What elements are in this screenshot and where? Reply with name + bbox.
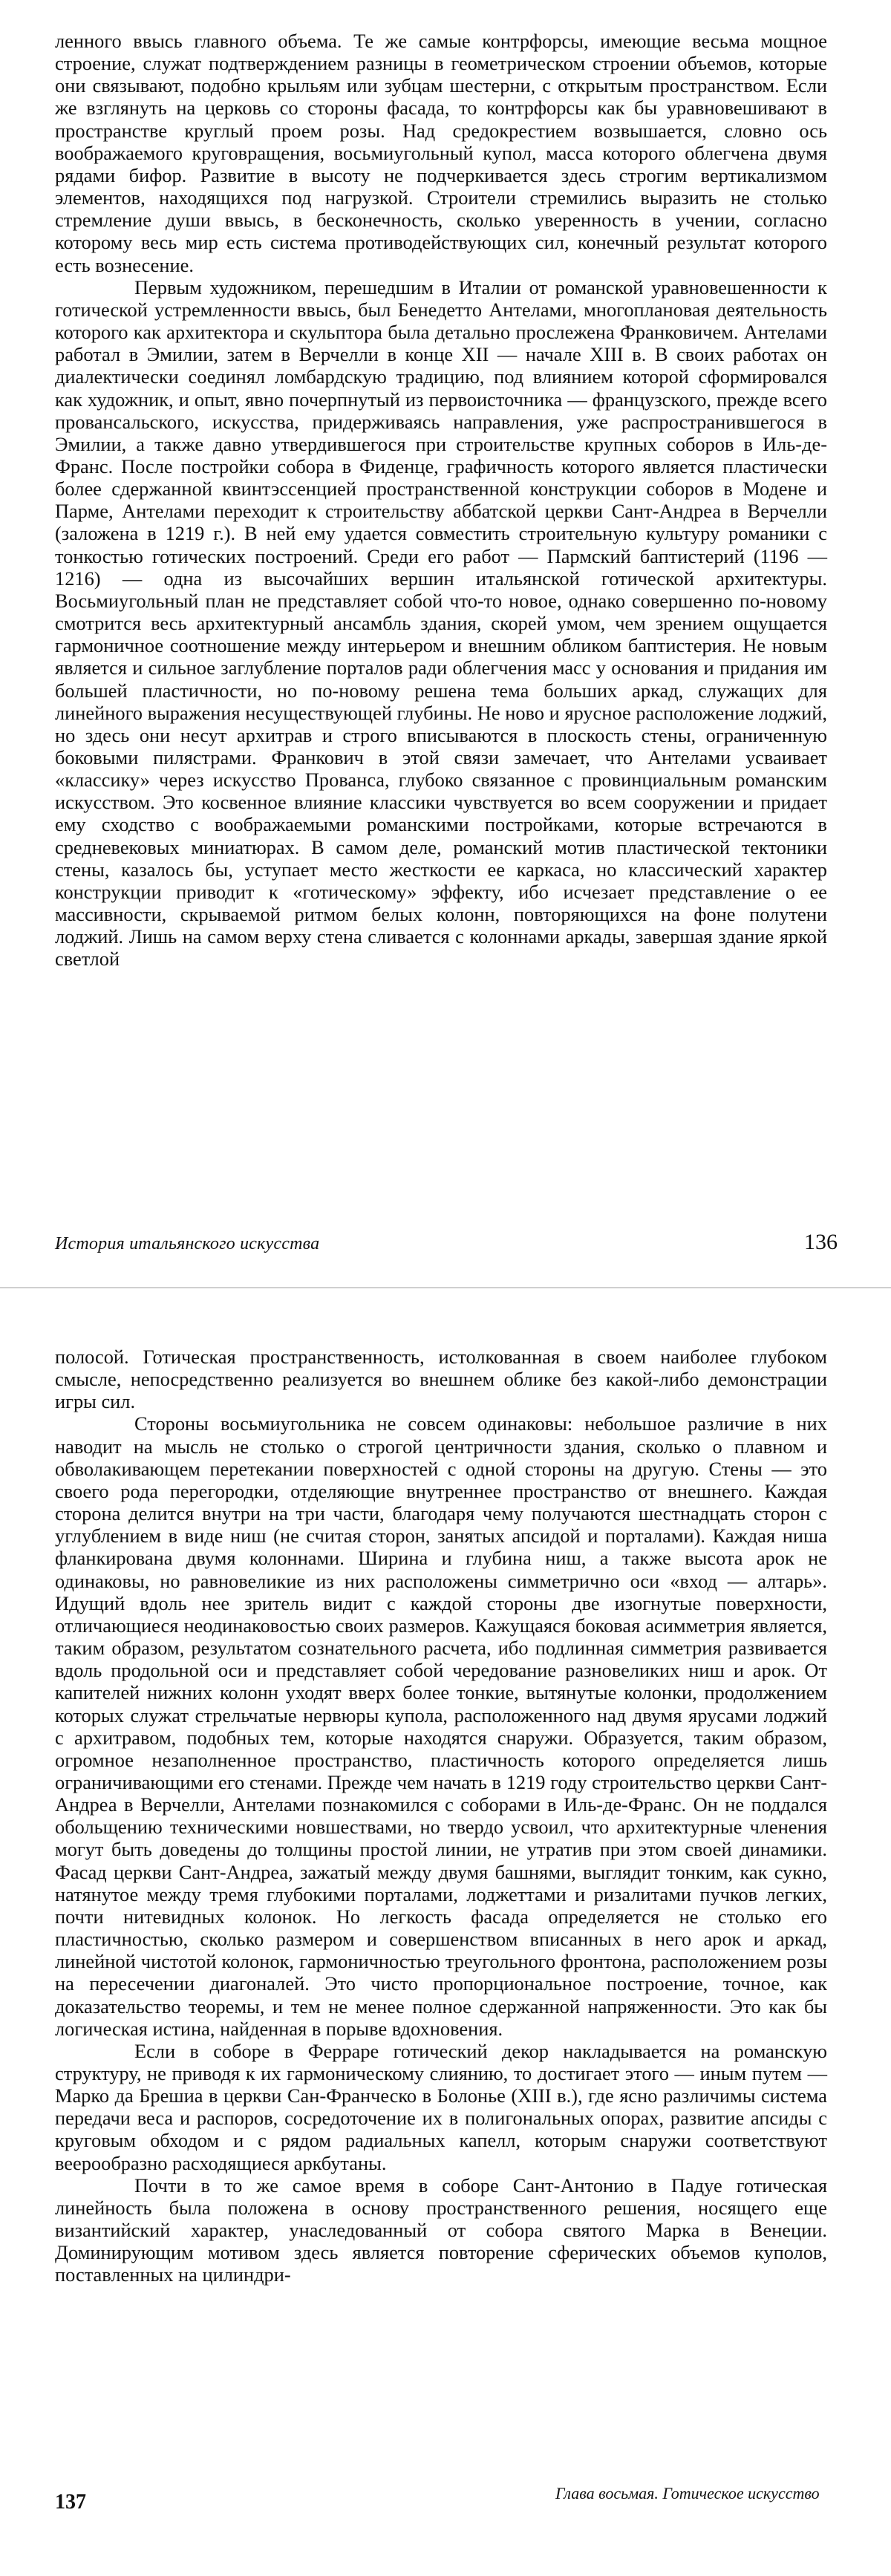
paragraph: Стороны восьмиугольника не совсем одинаковы: небольшое различие в них наводит на мысль не столько о строгой центричности здания, сколько о плавном и обволакивающем перетекании поверхностей с одной стороны на другую. Стены — это своего рода перегородки, отделяющие внутреннее пространство от внешнего. Каждая сторона делится внутри на три части, благодаря чему получаются шестнадцать сторон с углублением в виде ниш (не считая сторон, занятых апсидой и порталами). Каждая ниша фланкирована двумя колоннами. Ширина и глубина ниш, а также высота арок не одинаковы, но равновеликие из них расположены симметрично оси «вход — алтарь». Идущий вдоль нее зритель видит с каждой стороны две изогнутые поверхности, отличающиеся неодинаковостью своих размеров. Кажущаяся боковая асимметрия является, таким образом, результатом сознательного расчета, ибо подлинная симметрия развивается вдоль продольной оси и представляет собой чередование разновеликих ниш и арок. От капителей нижних колонн уходят вверх более тонкие, вытянутые колонки, продолжением которых служат стрельчатые нервюры купола, расположенного над двумя ярусами лоджий с архитравом, подобных тем, которые находятся снаружи. Образуется, таким образом, огромное незаполненное пространство, пластичность которого определяется лишь ограничивающими его стенами. Прежде чем начать в 1219 году строительство церкви Сант-Андреа в Верчелли, Антелами познакомился с соборами в Иль-де-Франс. Он не поддался обольщению техническими новшествами, но твердо усвоил, что архитектурные членения могут быть доведены до толщины простой линии, не утратив при этом своей динамики. Фасад церкви Сант-Андреа, зажатый между двумя башнями, выглядит тонким, как сукно, натянутое между тремя глубокими порталами, лоджеттами и ризалитами пучков легких, почти нитевидных колонок. Но легкость фасада определяется не столько его пластичностью, сколько размером и совершенством вписанных в него арок и аркад, линейной чистотой колонок, гармоничностью треугольного фронтона, расположением розы на пересечении диагоналей. Это чисто пропорциональное построение, точное, как доказательство теоремы, и тем не менее полное сдержанной напряженности. Это как бы логическая истина, найденная в порыве вдохновения.	[55, 1412, 827, 2040]
paragraph: Первым художником, перешедшим в Италии от романской уравновешенности к готической устремленности ввысь, был Бенедетто Антелами, многоплановая деятельность которого как архитектора и скульптора была детально прослежена Франковичем. Антелами работал в Эмилии, затем в Верчелли в конце XII — начале XIII в. В своих работах он диалектически соединял ломбардскую традицию, под влиянием которой сформировался как художник, и опыт, явно почерпнутый из первоисточника — французского, прежде всего провансальского, искусства, придерживаясь направления, уже распространившегося в Эмилии, а также давно утвердившегося при строительстве крупных соборов в Иль-де-Франс. После постройки собора в Фиденце, графичность которого является пластически более сдержанной квинтэссенцией пространственной конструкции соборов в Модене и Парме, Антелами переходит к строительству аббатской церкви Сант-Андреа в Верчелли (заложена в 1219 г.). В ней ему удается совместить строительную культуру романики с тонкостью готических построений. Среди его работ — Пармский баптистерий (1196 — 1216) — одна из высочайших вершин итальянской готической архитектуры. Восьмиугольный план не представляет собой что-то новое, однако совершенно по-новому смотрится весь архитектурный ансамбль здания, скорей умом, чем зрением ощущается гармоничное соотношение между интерьером и внешним обликом баптистерия. Не новым является и сильное заглубление порталов ради облегчения масс у основания и придания им большей пластичности, но по-новому решена тема больших аркад, служащих для линейного выражения несуществующей глубины. Не ново и ярусное расположение лоджий, но здесь они несут архитрав и строго вписываются в плоскость стены, ограниченную боковыми пилястрами. Франкович в этой связи замечает, что Антелами усваивает «классику» через искусство Прованса, глубоко связанное с провинциальным романским искусством. Это косвенное влияние классики чувствуется во всем сооружении и придает ему сходство с воображаемыми романскими постройками, которые встречаются в средневековых миниатюрах. В самом деле, романский мотив пластической тектоники стены, казалось бы, уступает место жесткости ее каркаса, но классический характер конструкции приводит к «готическому» эффекту, ибо исчезает представление о ее массивности, скрываемой ритмом белых колонн, повторяющихся на фоне полутени лоджий. Лишь на самом верху стена сливается с колоннами аркады, завершая здание яркой светлой	[55, 275, 827, 971]
page-137-body	[55, 1346, 827, 2286]
page-number: 136	[804, 1230, 838, 1254]
paragraph: полосой. Готическая пространственность, истолкованная в своем наиболее глубоком смысле, непосредственно реализуется во внешнем облике без какой-либо демонстрации игры сил.	[55, 1346, 827, 1413]
running-footer-chapter-title: Глава восьмая. Готическое искусство	[555, 2484, 820, 2502]
page-136-body	[55, 30, 827, 971]
paragraph: ленного ввысь главного объема. Те же самые контрфорсы, имеющие весьма мощное строение, служат подтверждением разницы в геометрическом строении объемов, которые они связывают, подобно крыльям или зубцам шестерни, с открытым пространством. Если же взглянуть на церковь со стороны фасада, то контрфорсы как бы уравновешивают в пространстве круглый проем розы. Над средокрестием возвышается, словно ось воображаемого круговращения, восьмиугольный купол, масса которого облегчена двумя рядами бифор. Развитие в высоту не подчеркивается здесь строгим вертикализмом элементов, находящихся под нагрузкой. Строители стремились выразить не столько стремление души ввысь, в бесконечность, сколько уверенность в учении, согласно которому весь мир есть система противодействующих сил, конечный результат которого есть вознесение.	[55, 30, 827, 276]
paragraph: Если в соборе в Ферраре готический декор накладывается на романскую структуру, не приводя к их гармоническому слиянию, то достигает этого — иным путем — Марко да Брешиа в церкви Сан-Франческо в Болонье (XIII в.), где ясно различимы система передачи веса и распоров, сосредоточение их в полигональных опорах, развитие апсиды с круговым обходом и с рядом радиальных капелл, которым снаружи соответствуют веерообразно расходящиеся аркбутаны.	[55, 2039, 827, 2174]
paragraph: Почти в то же самое время в соборе Сант-Антонио в Падуе готическая линейность была положена в основу пространственного решения, носящего еще византийский характер, унаследованный от собора святого Марка в Венеции. Доминирующим мотивом здесь является повторение сферических объемов куполов, поставленных на цилиндри-	[55, 2174, 827, 2286]
page-number: 137	[55, 2491, 86, 2514]
running-footer-book-title: История итальянского искусства	[55, 1234, 320, 1253]
page-137	[0, 1288, 891, 2576]
